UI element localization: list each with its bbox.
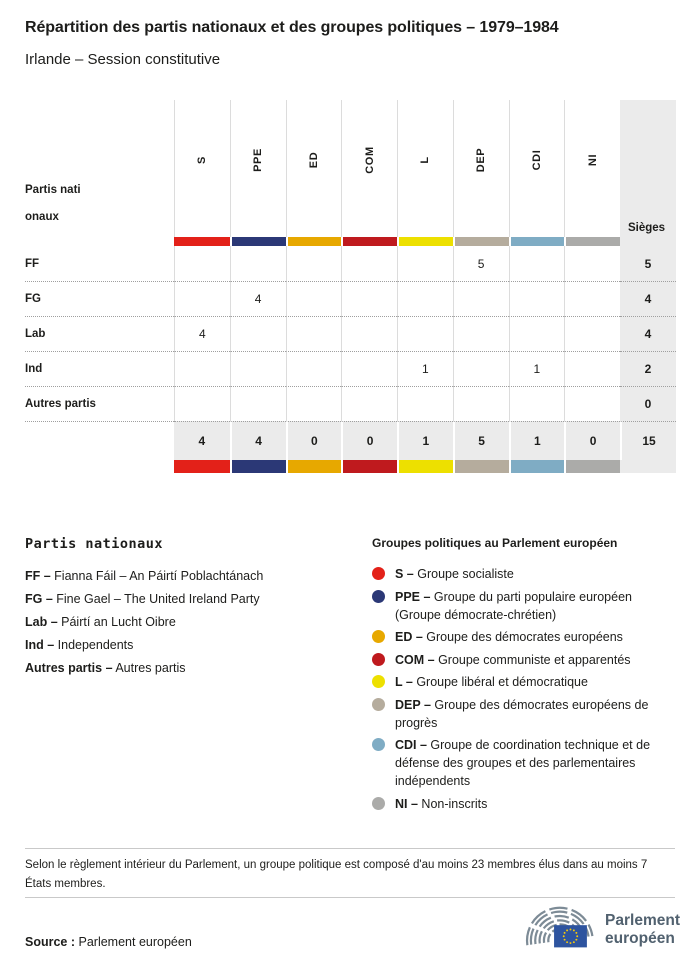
legend-groups-items bbox=[372, 565, 674, 813]
cell-value bbox=[174, 281, 230, 316]
col-header-text: L bbox=[419, 156, 432, 164]
row-label: Lab bbox=[25, 316, 174, 351]
table-col-header-s bbox=[174, 100, 230, 237]
cell-value bbox=[230, 246, 286, 281]
cell-value bbox=[564, 316, 620, 351]
total-value: 4 bbox=[174, 421, 230, 460]
cell-value bbox=[174, 246, 230, 281]
table-col-header-dep bbox=[453, 100, 509, 237]
table-col-header-com bbox=[341, 100, 397, 237]
group-color-bar-ppe bbox=[230, 237, 286, 246]
cell-value bbox=[397, 386, 453, 421]
cell-value bbox=[564, 386, 620, 421]
legend-parties-heading: Partis nationaux bbox=[25, 536, 164, 552]
group-legend-text: S – Groupe socialiste bbox=[395, 567, 514, 581]
group-abbr: COM – bbox=[395, 652, 435, 667]
group-color-bar-bottom-s bbox=[174, 460, 230, 473]
cell-value bbox=[564, 246, 620, 281]
cell-value bbox=[564, 351, 620, 386]
cell-value bbox=[509, 386, 565, 421]
cell-value bbox=[230, 316, 286, 351]
source-value: Parlement européen bbox=[78, 935, 192, 949]
legend-group-item bbox=[372, 795, 674, 813]
total-value: 0 bbox=[564, 421, 620, 460]
group-legend-text: DEP – Groupe des démocrates européens de progrès bbox=[395, 697, 649, 730]
legend-party-item: Lab – Páirtí an Lucht Oibre bbox=[25, 615, 176, 629]
legend-national-parties bbox=[25, 536, 355, 680]
total-seats: 15 bbox=[620, 421, 676, 460]
legend-party-item: FG – Fine Gael – The United Ireland Party bbox=[25, 592, 260, 606]
cell-value bbox=[174, 351, 230, 386]
party-abbr: FF – bbox=[25, 569, 51, 583]
cell-value bbox=[397, 316, 453, 351]
table-col-header-l bbox=[397, 100, 453, 237]
cell-value bbox=[453, 316, 509, 351]
total-value: 4 bbox=[230, 421, 286, 460]
cell-value bbox=[174, 386, 230, 421]
page-title: Répartition des partis nationaux et des groupes politiques – 1979–1984 bbox=[25, 19, 559, 36]
legend-party-item: Ind – Independents bbox=[25, 638, 134, 652]
cell-value: 1 bbox=[397, 351, 453, 386]
col-header-text: COM bbox=[363, 146, 376, 174]
bottom-bar-spacer bbox=[25, 460, 174, 473]
cell-value bbox=[509, 316, 565, 351]
legend-parties-items bbox=[25, 565, 355, 680]
group-color-dot bbox=[372, 797, 385, 810]
legend-group-item bbox=[372, 673, 674, 691]
logo-line2: européen bbox=[605, 930, 675, 947]
cell-value bbox=[230, 386, 286, 421]
hemicycle-icon bbox=[515, 902, 597, 958]
cell-value bbox=[564, 281, 620, 316]
party-abbr: FG – bbox=[25, 592, 53, 606]
footnote: Selon le règlement intérieur du Parlement, un groupe politique est composé d'au moins 23 membres élus dans au moins 7 États membres. bbox=[25, 859, 648, 890]
cell-value bbox=[453, 281, 509, 316]
source-label: Source : bbox=[25, 935, 76, 949]
cell-value bbox=[341, 386, 397, 421]
row-seats: 4 bbox=[620, 281, 676, 316]
group-legend-text: NI – Non-inscrits bbox=[395, 796, 488, 811]
col-header-text: S bbox=[196, 156, 209, 164]
table-corner-label: Partis nationaux bbox=[25, 184, 81, 223]
cell-value bbox=[341, 351, 397, 386]
row-label: FG bbox=[25, 281, 174, 316]
group-color-bar-ed bbox=[286, 237, 342, 246]
group-color-dot bbox=[372, 698, 385, 711]
group-color-bar-s bbox=[174, 237, 230, 246]
group-abbr: CDI – bbox=[395, 738, 427, 752]
cell-value bbox=[230, 351, 286, 386]
cell-value bbox=[397, 246, 453, 281]
row-seats: 2 bbox=[620, 351, 676, 386]
group-color-bar-dep bbox=[453, 237, 509, 246]
group-color-dot bbox=[372, 590, 385, 603]
row-seats: 5 bbox=[620, 246, 676, 281]
group-color-dot bbox=[372, 567, 385, 580]
cell-value bbox=[397, 281, 453, 316]
page-subtitle: Irlande – Session constitutive bbox=[25, 51, 221, 68]
cell-value bbox=[286, 351, 342, 386]
group-color-bar-bottom-ni bbox=[564, 460, 620, 473]
legend-party-item: Autres partis – Autres partis bbox=[25, 661, 186, 675]
party-abbr: Lab – bbox=[25, 615, 58, 629]
legend-groups-heading: Groupes politiques au Parlement européen bbox=[372, 536, 618, 550]
group-color-bar-bottom-cdi bbox=[509, 460, 565, 473]
legend-party-item: FF – Fianna Fáil – An Páirtí Poblachtánach bbox=[25, 569, 264, 583]
table-col-header-cdi bbox=[509, 100, 565, 237]
cell-value bbox=[509, 246, 565, 281]
cell-value bbox=[286, 386, 342, 421]
party-abbr: Ind – bbox=[25, 638, 55, 652]
header-bar-spacer bbox=[25, 237, 174, 246]
group-color-bar-l bbox=[397, 237, 453, 246]
col-header-text: DEP bbox=[475, 147, 488, 173]
group-legend-text: L – Groupe libéral et démocratique bbox=[395, 675, 588, 689]
legend-group-item bbox=[372, 628, 674, 646]
col-header-text: ED bbox=[307, 151, 320, 169]
group-color-dot bbox=[372, 675, 385, 688]
seats-col-filler bbox=[620, 237, 676, 246]
group-color-bar-ni bbox=[564, 237, 620, 246]
cell-value bbox=[286, 316, 342, 351]
cell-value bbox=[341, 281, 397, 316]
group-color-dot bbox=[372, 630, 385, 643]
cell-value bbox=[286, 246, 342, 281]
col-header-text: PPE bbox=[252, 148, 265, 172]
col-header-text: CDI bbox=[530, 149, 543, 171]
table-col-header-ppe bbox=[230, 100, 286, 237]
group-color-dot bbox=[372, 653, 385, 666]
group-abbr: NI – bbox=[395, 796, 418, 811]
group-abbr: L – bbox=[395, 675, 413, 689]
table-col-header-sieges: Sièges bbox=[620, 100, 676, 237]
divider-top bbox=[25, 848, 675, 849]
total-value: 1 bbox=[509, 421, 565, 460]
group-color-bar-com bbox=[341, 237, 397, 246]
divider-bottom bbox=[25, 897, 675, 898]
logo-line1: Parlement bbox=[605, 912, 680, 929]
cell-value bbox=[286, 281, 342, 316]
group-color-bar-cdi bbox=[509, 237, 565, 246]
group-abbr: PPE – bbox=[395, 589, 431, 604]
row-label: FF bbox=[25, 257, 40, 270]
group-legend-text: CDI – Groupe de coordination technique et de défense des groupes et des parlementaires indépendents bbox=[395, 738, 651, 788]
total-value: 0 bbox=[341, 421, 397, 460]
group-color-bar-bottom-ppe bbox=[230, 460, 286, 473]
european-parliament-logo bbox=[515, 902, 680, 958]
source-line bbox=[25, 935, 192, 949]
group-legend-text: COM – Groupe communiste et apparentés bbox=[395, 652, 631, 667]
cell-value: 4 bbox=[230, 281, 286, 316]
eu-flag-icon bbox=[554, 925, 587, 947]
row-label: Ind bbox=[25, 351, 174, 386]
table-col-header-ni bbox=[564, 100, 620, 237]
group-legend-text: ED – Groupe des démocrates européens bbox=[395, 630, 623, 644]
group-abbr: ED – bbox=[395, 630, 423, 644]
party-abbr: Autres partis – bbox=[25, 661, 113, 675]
cell-value: 5 bbox=[453, 246, 509, 281]
legend-group-item bbox=[372, 588, 674, 624]
legend-group-item bbox=[372, 565, 674, 583]
group-color-dot bbox=[372, 738, 385, 751]
group-abbr: S – bbox=[395, 567, 414, 581]
group-color-bar-bottom-ed bbox=[286, 460, 342, 473]
cell-value bbox=[453, 386, 509, 421]
legend-group-item bbox=[372, 696, 674, 732]
table-col-header-ed bbox=[286, 100, 342, 237]
row-label: Autres partis bbox=[25, 386, 174, 421]
group-legend-text: PPE – Groupe du parti populaire européen (Groupe démocrate-chrétien) bbox=[395, 589, 632, 622]
cell-value bbox=[341, 246, 397, 281]
row-seats: 0 bbox=[620, 386, 676, 421]
legend-group-item bbox=[372, 736, 674, 790]
row-seats: 4 bbox=[620, 316, 676, 351]
seats-col-filler-bottom bbox=[620, 460, 676, 473]
cell-value bbox=[453, 351, 509, 386]
cell-value bbox=[341, 316, 397, 351]
total-value: 5 bbox=[453, 421, 509, 460]
legend-group-item bbox=[372, 651, 674, 669]
group-color-bar-bottom-dep bbox=[453, 460, 509, 473]
cell-value bbox=[509, 281, 565, 316]
col-header-text: NI bbox=[586, 153, 599, 167]
legend-political-groups bbox=[372, 536, 674, 817]
group-color-bar-bottom-l bbox=[397, 460, 453, 473]
cell-value: 1 bbox=[509, 351, 565, 386]
group-abbr: DEP – bbox=[395, 697, 431, 712]
parliament-table bbox=[25, 100, 676, 473]
totals-spacer bbox=[25, 421, 174, 460]
total-value: 0 bbox=[286, 421, 342, 460]
group-color-bar-bottom-com bbox=[341, 460, 397, 473]
cell-value: 4 bbox=[174, 316, 230, 351]
total-value: 1 bbox=[397, 421, 453, 460]
logo-wordmark bbox=[605, 912, 680, 948]
